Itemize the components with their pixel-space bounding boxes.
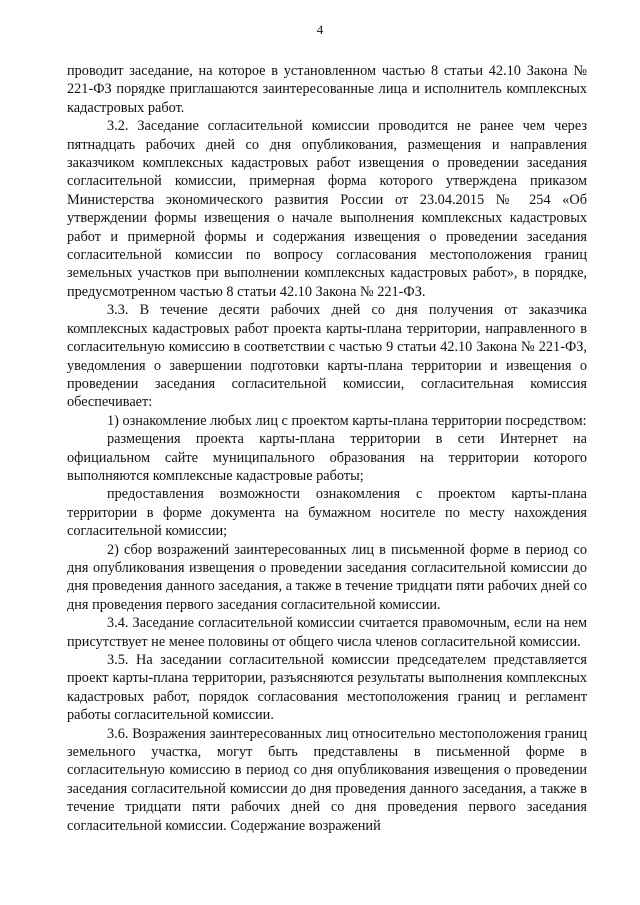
paragraph-3-4: 3.4. Заседание согласительной комиссии считается правомочным, если на нем присутствует не менее половины от общего числа членов согласительной комиссии. <box>67 615 587 650</box>
paragraph-3-5: 3.5. На заседании согласительной комиссии председателем представляется проект карты-плана территории, разъясняются результаты выполнения комплексных кадастровых работ, порядок согласования местоположения границ и регламент работы согласительной комиссии. <box>67 652 587 724</box>
paragraph-continuation: проводит заседание, на которое в установленном частью 8 статьи 42.10 Закона № 221-ФЗ порядке приглашаются заинтересованные лица и исполнитель комплексных кадастровых работ. <box>67 63 587 116</box>
list-item-2: 2) сбор возражений заинтересованных лиц в письменной форме в период со дня опубликования извещения о проведении заседания согласительной комиссии до дня проведения данного заседания, а также в течение тридцати пяти рабочих дней со дня проведения первого заседания согласительной комиссии. <box>67 541 587 613</box>
sub-item-paper: предоставления возможности ознакомления с проектом карты-плана территории в форме документа на бумажном носителе по месту нахождения согласительной комиссии; <box>67 486 587 540</box>
document-body <box>67 62 587 835</box>
paragraph-3-2: 3.2. Заседание согласительной комиссии проводится не ранее чем через пятнадцать рабочих дней со дня опубликования, размещения и направления заказчиком комплексных кадастровых работ извещения о проведении заседания согласительной комиссии, примерная форма которого утверждена приказом Министерства экономического развития России от 23.04.2015 № 254 «Об утверждении формы извещения о начале выполнения комплексных кадастровых работ и примерной формы и содержания извещения о проведении заседания согласительной комиссии по вопросу согласования местоположения границ земельных участков при выполнении комплексных кадастровых работ», в порядке, предусмотренном частью 8 статьи 42.10 Закона № 221-ФЗ. <box>67 118 587 300</box>
paragraph-3-6: 3.6. Возражения заинтересованных лиц относительно местоположения границ земельного участка, могут быть представлены в письменной форме в согласительную комиссию в период со дня опубликования извещения о проведении заседания согласительной комиссии до дня проведения данного заседания, а также в течение тридцати пяти рабочих дней со дня проведения первого заседания согласительной комиссии. Содержание возражений <box>67 725 587 834</box>
list-item-1: 1) ознакомление любых лиц с проектом карты-плана территории посредством: <box>107 412 587 429</box>
page-number: 4 <box>316 22 324 37</box>
sub-item-website: размещения проекта карты-плана территории в сети Интернет на официальном сайте муниципального образования на территории которого выполняются комплексные кадастровые работы; <box>67 431 587 484</box>
paragraph-3-3: 3.3. В течение десяти рабочих дней со дня получения от заказчика комплексных кадастровых работ проекта карты-плана территории, направленного в согласительную комиссию в соответствии с частью 9 статьи 42.10 Закона № 221-ФЗ, уведомления о завершении подготовки карты-плана территории и извещения о проведении заседания согласительной комиссии, согласительная комиссия обеспечивает: <box>67 302 587 411</box>
